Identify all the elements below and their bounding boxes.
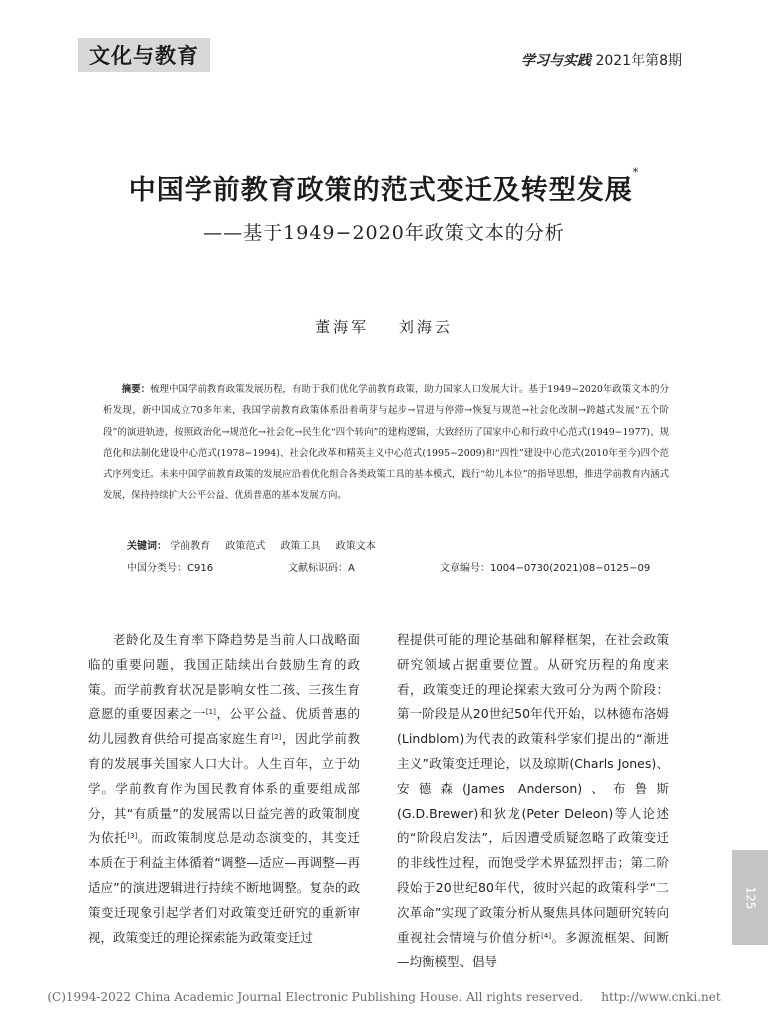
citation-ref: [1] [205,708,216,717]
section-label: 文化与教育 [78,38,210,72]
abstract [103,379,669,507]
body-text: ，因此学前教育的发展事关国家人口大计。人生百年，立于幼学。学前教育作为国民教育体系的重要组成部分，其“有质量”的发展需以日益完善的政策制度为依托 [88,731,360,846]
journal-name: 学习与实践 [521,53,591,69]
citation-ref: [2] [271,733,282,742]
document-code: 文献标识码：A [288,563,355,574]
classification-number: 中国分类号：C916 [127,563,214,574]
article-subtitle: ——基于1949−2020年政策文本的分析 [203,222,565,244]
keyword: 学前教育 [170,541,211,552]
copyright-text: (C)1994-2022 China Academic Journal Electronic Publishing House. All rights reserved. [47,990,584,1004]
body-column-left [88,628,360,950]
body-column-right [397,628,669,975]
article-title-text: 中国学前教育政策的范式变迁及转型发展 [128,175,633,206]
body-text: 老龄化及生育率下降趋势是当前人口战略面临的重要问题，我国正陆续出台鼓励生育的政策。而学前教育状况是影响女性二孩、三孩生育意愿的重要因素之一 [88,632,360,722]
keyword: 政策文本 [335,541,376,552]
abstract-text: 梳理中国学前教育政策发展历程，有助于我们优化学前教育政策，助力国家人口发展大计。基于1949−2020年政策文本的分析发现，新中国成立70多年来，我国学前教育政策体系沿着萌芽与起步→冒进与停滞→恢复与规范→社会化改制→跨越式发展“五个阶段”的演进轨迹，按照政治化→规范化→社会化→民生化“四个转向”的建构逻辑，大致经历了国家中心和行政中心范式(1949−1977)、规范化和法制化建设中心范式(1978−1994)、社会化改革和精英主义中心范式(1995−2009)和“四性”建设中心范式(2010年至今)四个范式序列变迁。未来中国学前教育政策的发展应沿着优化组合各类政策工具的基本模式，践行“幼儿本位”的指导思想，推进学前教育内涵式发展，保持持续扩大公平公益、优质普惠的基本发展方向。 [103,384,669,502]
body-text: ，公平公益、优质普惠的幼儿园教育供给可提高家庭生育 [88,706,360,747]
keywords [127,537,388,552]
title-footnote-mark: * [632,166,640,179]
abstract-label: 摘要： [121,384,151,395]
citation-ref: [3] [127,832,138,841]
keyword: 政策工具 [280,541,321,552]
author-name: 董海军 [315,318,370,336]
article-number: 文章编号：1004−0730(2021)08−0125−09 [440,563,651,574]
keyword: 政策范式 [225,541,266,552]
footer-url: http://www.cnki.net [601,990,721,1004]
page-number: 125 [743,886,757,909]
authors [0,316,768,337]
page-number-tab [732,850,768,945]
body-text: 程提供可能的理论基础和解释框架，在社会政策研究领域占据重要位置。从研究历程的角度来看，政策变迁的理论探索大致可分为两个阶段：第一阶段是从20世纪50年代开始，以林德布洛姆(Lindblom)为代表的政策科学家们提出的“渐进主义”政策变迁理论，以及琼斯(Charls Jones)、安德森(James Anderson)、布鲁斯(G.D.Brewer)和狄龙(Peter Deleon)等人论述的“阶段启发法”，后因遭受质疑忽略了政策变迁的非线性过程，而饱受学术界猛烈抨击；第二阶段始于20世纪80年代，彼时兴起的政策科学“二次革命”实现了政策分析从聚焦具体问题研究转向重视社会情境与价值分析 [397,632,669,945]
body-text: 。多源流框架、间断—均衡模型、倡导 [397,929,669,970]
body-text: 。而政策制度总是动态演变的，其变迁本质在于利益主体循着“调整—适应—再调整—再适应”的演进逻辑进行持续不断地调整。复杂的政策变迁现象引起学者们对政策变迁研究的重新审视，政策变迁的理论探索能为政策变迁过 [88,830,360,945]
journal-info [521,50,682,70]
journal-issue: 2021年第8期 [595,53,682,69]
author-name: 刘海云 [398,318,453,336]
footer [0,990,768,1004]
keywords-label: 关键词： [127,541,167,552]
article-title [0,168,768,207]
citation-ref: [4] [541,931,552,940]
